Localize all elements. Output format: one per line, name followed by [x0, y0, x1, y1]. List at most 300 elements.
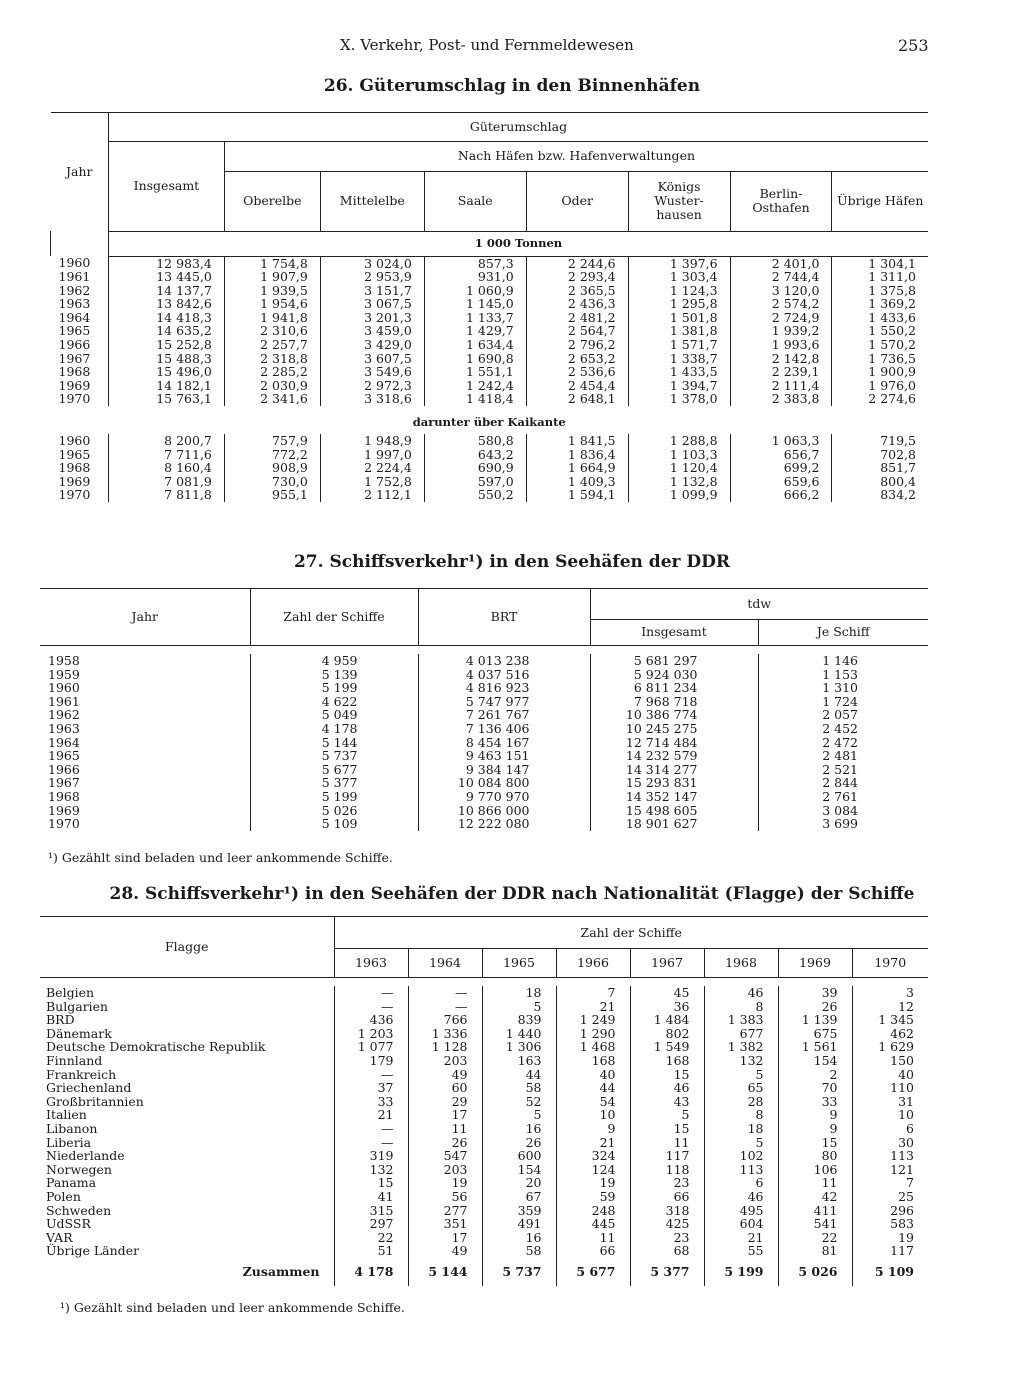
- row-value: 800,4: [832, 475, 928, 489]
- row-value: 1 345: [852, 1013, 928, 1027]
- row-value: 3 120,0: [730, 284, 832, 298]
- table-row: [51, 270, 929, 284]
- t28-head-year: 1968: [704, 949, 778, 978]
- row-value: 1 099,9: [628, 488, 730, 502]
- row-value: 2 744,4: [730, 270, 832, 284]
- row-value: 277: [408, 1204, 482, 1218]
- row-value: 40: [556, 1068, 630, 1082]
- row-value: 132: [334, 1163, 408, 1177]
- row-value: 19: [852, 1231, 928, 1245]
- row-value: 2 452: [758, 722, 928, 736]
- row-value: 5 109: [250, 817, 418, 831]
- row-value: 1 103,3: [628, 448, 730, 462]
- table-row: [40, 1231, 928, 1245]
- row-value: 297: [334, 1217, 408, 1231]
- row-value: 179: [334, 1054, 408, 1068]
- t26-unit: 1 000 Tonnen: [108, 231, 928, 256]
- t28-head-year: 1966: [556, 949, 630, 978]
- row-value: 702,8: [832, 448, 928, 462]
- row-value: 600: [482, 1149, 556, 1163]
- row-value: 15 252,8: [108, 338, 224, 352]
- row-value: 118: [630, 1163, 704, 1177]
- row-value: 802: [630, 1027, 704, 1041]
- row-value: 1 203: [334, 1027, 408, 1041]
- row-value: 18 901 627: [590, 817, 758, 831]
- row-value: 2 844: [758, 776, 928, 790]
- row-value: 23: [630, 1176, 704, 1190]
- row-value: 14 418,3: [108, 311, 224, 325]
- total-value: 5 677: [556, 1258, 630, 1286]
- row-year: 1959: [48, 666, 80, 682]
- row-value: 46: [704, 986, 778, 1000]
- row-value: 315: [334, 1204, 408, 1218]
- row-value: —: [334, 1136, 408, 1150]
- row-value: 425: [630, 1217, 704, 1231]
- table-row: [51, 448, 929, 462]
- row-value: 2 521: [758, 763, 928, 777]
- t26-head-jahr: Jahr: [51, 113, 109, 232]
- row-value: 102: [704, 1149, 778, 1163]
- row-value: 2 293,4: [526, 270, 628, 284]
- row-value: 29: [408, 1095, 482, 1109]
- row-value: 1 418,4: [424, 392, 526, 406]
- row-value: 1 124,3: [628, 284, 730, 298]
- row-value: 1 997,0: [320, 448, 424, 462]
- t26-head-col: Oberelbe: [224, 171, 320, 231]
- row-value: 168: [630, 1054, 704, 1068]
- row-value: 491: [482, 1217, 556, 1231]
- row-value: 1 120,4: [628, 461, 730, 475]
- t26-head-col: Oder: [526, 171, 628, 231]
- row-year: 1964: [58, 309, 91, 325]
- row-year: 1968: [58, 460, 91, 476]
- table-row: [51, 256, 929, 270]
- row-value: 16: [482, 1231, 556, 1245]
- row-value: 2 454,4: [526, 379, 628, 393]
- row-value: 60: [408, 1081, 482, 1095]
- row-value: 11: [778, 1176, 852, 1190]
- table-row: [51, 365, 929, 379]
- row-value: 1 060,9: [424, 284, 526, 298]
- row-value: 21: [334, 1108, 408, 1122]
- row-value: 1 634,4: [424, 338, 526, 352]
- row-value: 656,7: [730, 448, 832, 462]
- row-value: 659,6: [730, 475, 832, 489]
- row-value: 10 245 275: [590, 722, 758, 736]
- t28-footnote: ¹) Gezählt sind beladen und leer ankommende Schiffe.: [60, 1300, 405, 1315]
- row-value: —: [334, 986, 408, 1000]
- row-value: 12 714 484: [590, 736, 758, 750]
- row-value: 6: [852, 1122, 928, 1136]
- row-value: 2 383,8: [730, 392, 832, 406]
- row-value: 1 378,0: [628, 392, 730, 406]
- row-value: 42: [778, 1190, 852, 1204]
- row-value: 14 232 579: [590, 749, 758, 763]
- table-row: [40, 776, 928, 790]
- row-value: 462: [852, 1027, 928, 1041]
- row-value: 68: [630, 1244, 704, 1258]
- row-value: 106: [778, 1163, 852, 1177]
- row-value: 10 866 000: [418, 804, 590, 818]
- row-value: 70: [778, 1081, 852, 1095]
- row-value: 113: [704, 1163, 778, 1177]
- running-title: X. Verkehr, Post- und Fernmeldewesen: [340, 36, 634, 54]
- row-year: 1962: [58, 282, 91, 298]
- table-row: [40, 736, 928, 750]
- row-country: Norwegen: [46, 1161, 112, 1177]
- row-value: 8 200,7: [108, 434, 224, 448]
- row-value: 15 496,0: [108, 365, 224, 379]
- t26-head-col: Übrige Häfen: [832, 171, 928, 231]
- row-value: 4 816 923: [418, 681, 590, 695]
- table-row: [40, 1054, 928, 1068]
- table-row: [40, 708, 928, 722]
- row-value: 15: [778, 1136, 852, 1150]
- row-country: Frankreich: [46, 1066, 117, 1082]
- row-value: 766: [408, 1013, 482, 1027]
- row-value: 49: [408, 1244, 482, 1258]
- row-value: 7 711,6: [108, 448, 224, 462]
- table-row: [51, 311, 929, 325]
- row-value: 1 369,2: [832, 297, 928, 311]
- row-value: 203: [408, 1054, 482, 1068]
- row-value: 150: [852, 1054, 928, 1068]
- row-year: 1966: [58, 337, 91, 353]
- t26-head-col: Saale: [424, 171, 526, 231]
- row-value: 49: [408, 1068, 482, 1082]
- table-row: [51, 297, 929, 311]
- row-value: 3 607,5: [320, 352, 424, 366]
- row-year: 1960: [58, 433, 91, 449]
- row-value: 1 139: [778, 1013, 852, 1027]
- row-value: 3 318,6: [320, 392, 424, 406]
- row-year: 1966: [48, 761, 80, 777]
- row-value: 1 382: [704, 1040, 778, 1054]
- row-value: 1 939,5: [224, 284, 320, 298]
- row-value: 21: [556, 1136, 630, 1150]
- row-value: 10: [556, 1108, 630, 1122]
- table-row: [51, 461, 929, 475]
- row-value: 1 409,3: [526, 475, 628, 489]
- row-value: 2 953,9: [320, 270, 424, 284]
- row-value: 163: [482, 1054, 556, 1068]
- row-year: 1965: [48, 748, 80, 764]
- row-value: 1 394,7: [628, 379, 730, 393]
- row-value: 931,0: [424, 270, 526, 284]
- row-value: 583: [852, 1217, 928, 1231]
- table-row: [40, 1040, 928, 1054]
- table-row: [51, 488, 929, 502]
- row-value: 690,9: [424, 461, 526, 475]
- row-value: 851,7: [832, 461, 928, 475]
- t27-head-je-schiff: Je Schiff: [758, 619, 928, 645]
- row-value: 1 907,9: [224, 270, 320, 284]
- row-country: Dänemark: [46, 1025, 112, 1041]
- row-value: 81: [778, 1244, 852, 1258]
- row-value: 1 433,6: [832, 311, 928, 325]
- row-value: 248: [556, 1204, 630, 1218]
- t27-head-tdw: tdw: [590, 589, 928, 620]
- row-value: 10 386 774: [590, 708, 758, 722]
- row-value: 1 288,8: [628, 434, 730, 448]
- row-value: 26: [408, 1136, 482, 1150]
- row-year: 1965: [58, 446, 91, 462]
- row-value: 1 242,4: [424, 379, 526, 393]
- row-value: 1 311,0: [832, 270, 928, 284]
- row-value: 1 381,8: [628, 324, 730, 338]
- row-value: 1 145,0: [424, 297, 526, 311]
- row-value: 121: [852, 1163, 928, 1177]
- row-value: 8: [704, 1108, 778, 1122]
- t28-head-year: 1969: [778, 949, 852, 978]
- row-value: 26: [482, 1136, 556, 1150]
- row-value: 411: [778, 1204, 852, 1218]
- row-value: 58: [482, 1244, 556, 1258]
- row-value: 4 037 516: [418, 668, 590, 682]
- row-value: 54: [556, 1095, 630, 1109]
- row-value: 5 199: [250, 681, 418, 695]
- row-value: 51: [334, 1244, 408, 1258]
- row-value: 955,1: [224, 488, 320, 502]
- row-value: 2 057: [758, 708, 928, 722]
- row-value: 1 754,8: [224, 256, 320, 270]
- row-value: 6 811 234: [590, 681, 758, 695]
- row-value: 203: [408, 1163, 482, 1177]
- table-row: [40, 763, 928, 777]
- row-value: 59: [556, 1190, 630, 1204]
- row-value: 1 295,8: [628, 297, 730, 311]
- row-value: 12: [852, 1000, 928, 1014]
- row-value: 5 026: [250, 804, 418, 818]
- row-year: 1961: [58, 269, 91, 285]
- row-value: 1 550,2: [832, 324, 928, 338]
- row-value: 1 501,8: [628, 311, 730, 325]
- table-row: [51, 338, 929, 352]
- row-value: 41: [334, 1190, 408, 1204]
- page-number: 253: [898, 36, 929, 55]
- table-row: [40, 1122, 928, 1136]
- row-country: Griechenland: [46, 1080, 132, 1096]
- row-value: 2 574,2: [730, 297, 832, 311]
- table-row: [40, 695, 928, 709]
- row-value: 3 084: [758, 804, 928, 818]
- row-value: 1 310: [758, 681, 928, 695]
- row-value: 839: [482, 1013, 556, 1027]
- row-value: 7: [852, 1176, 928, 1190]
- row-value: 9 770 970: [418, 790, 590, 804]
- t27-head-zahl: Zahl der Schiffe: [250, 589, 418, 646]
- row-value: 3 459,0: [320, 324, 424, 338]
- row-country: Übrige Länder: [46, 1243, 140, 1259]
- t28-head-flagge: Flagge: [40, 917, 334, 978]
- row-year: 1968: [58, 364, 91, 380]
- row-value: 18: [482, 986, 556, 1000]
- row-value: 1 976,0: [832, 379, 928, 393]
- table-row: [40, 1095, 928, 1109]
- row-value: 1 836,4: [526, 448, 628, 462]
- row-value: 2 564,7: [526, 324, 628, 338]
- row-value: 15 498 605: [590, 804, 758, 818]
- row-value: 666,2: [730, 488, 832, 502]
- row-value: 719,5: [832, 434, 928, 448]
- total-value: 4 178: [334, 1258, 408, 1286]
- row-value: 67: [482, 1190, 556, 1204]
- table-row: [51, 324, 929, 338]
- row-value: 296: [852, 1204, 928, 1218]
- row-value: 14 182,1: [108, 379, 224, 393]
- row-value: 2 796,2: [526, 338, 628, 352]
- row-value: 2 224,4: [320, 461, 424, 475]
- table-row: [40, 1108, 928, 1122]
- row-year: 1968: [48, 788, 80, 804]
- row-value: 1 249: [556, 1013, 630, 1027]
- row-value: 23: [630, 1231, 704, 1245]
- row-value: 541: [778, 1217, 852, 1231]
- row-year: 1964: [48, 734, 80, 750]
- row-value: 1 063,3: [730, 434, 832, 448]
- total-value: 5 026: [778, 1258, 852, 1286]
- row-value: 1 939,2: [730, 324, 832, 338]
- total-value: 5 737: [482, 1258, 556, 1286]
- row-value: 1 484: [630, 1013, 704, 1027]
- row-value: 757,9: [224, 434, 320, 448]
- t27-head-insgesamt: Insgesamt: [590, 619, 758, 645]
- row-value: 1 752,8: [320, 475, 424, 489]
- row-value: 1 338,7: [628, 352, 730, 366]
- row-value: 2 111,4: [730, 379, 832, 393]
- t28-head-zahl: Zahl der Schiffe: [334, 917, 928, 949]
- row-value: 3: [852, 986, 928, 1000]
- table-row: [51, 284, 929, 298]
- row-value: 1 736,5: [832, 352, 928, 366]
- table-row: [40, 1217, 928, 1231]
- row-value: 3 699: [758, 817, 928, 831]
- row-value: 1 561: [778, 1040, 852, 1054]
- row-value: 30: [852, 1136, 928, 1150]
- row-value: 9: [778, 1122, 852, 1136]
- t26-head-col: Berlin- Osthafen: [730, 171, 832, 231]
- row-value: 14 314 277: [590, 763, 758, 777]
- row-value: 1 948,9: [320, 434, 424, 448]
- row-value: 6: [704, 1176, 778, 1190]
- row-country: UdSSR: [46, 1216, 91, 1232]
- row-value: 55: [704, 1244, 778, 1258]
- row-value: 7 261 767: [418, 708, 590, 722]
- row-value: 117: [630, 1149, 704, 1163]
- table-row: [51, 475, 929, 489]
- row-value: —: [408, 1000, 482, 1014]
- row-value: 1 304,1: [832, 256, 928, 270]
- row-year: 1960: [48, 680, 80, 696]
- row-value: 1 468: [556, 1040, 630, 1054]
- row-value: 8 160,4: [108, 461, 224, 475]
- row-value: 44: [482, 1068, 556, 1082]
- row-value: 14 137,7: [108, 284, 224, 298]
- row-value: 1 306: [482, 1040, 556, 1054]
- t26-head-insgesamt: Insgesamt: [108, 142, 224, 232]
- row-value: 10: [852, 1108, 928, 1122]
- table-row: [40, 1176, 928, 1190]
- row-value: 2 142,8: [730, 352, 832, 366]
- row-country: Liberia: [46, 1134, 92, 1150]
- row-value: 7 136 406: [418, 722, 590, 736]
- row-value: 37: [334, 1081, 408, 1095]
- row-value: 21: [704, 1231, 778, 1245]
- table-row: [40, 1204, 928, 1218]
- row-value: 15 293 831: [590, 776, 758, 790]
- row-year: 1969: [58, 473, 91, 489]
- row-value: 1 954,6: [224, 297, 320, 311]
- row-value: 58: [482, 1081, 556, 1095]
- row-value: 5 139: [250, 668, 418, 682]
- row-value: 5 737: [250, 749, 418, 763]
- row-value: 19: [556, 1176, 630, 1190]
- row-value: 1 375,8: [832, 284, 928, 298]
- row-value: 2: [778, 1068, 852, 1082]
- row-value: 857,3: [424, 256, 526, 270]
- row-value: 44: [556, 1081, 630, 1095]
- table-row: [40, 681, 928, 695]
- total-value: 5 377: [630, 1258, 704, 1286]
- row-value: 2 972,3: [320, 379, 424, 393]
- row-value: 15: [334, 1176, 408, 1190]
- table-row: [40, 1081, 928, 1095]
- row-value: 3 024,0: [320, 256, 424, 270]
- row-value: 2 436,3: [526, 297, 628, 311]
- row-country: BRD: [46, 1012, 75, 1028]
- row-value: 13 445,0: [108, 270, 224, 284]
- row-value: 5: [482, 1108, 556, 1122]
- row-value: 1 153: [758, 668, 928, 682]
- row-value: 1 993,6: [730, 338, 832, 352]
- row-value: 1 841,5: [526, 434, 628, 448]
- row-value: 2 285,2: [224, 365, 320, 379]
- row-value: 547: [408, 1149, 482, 1163]
- row-value: 834,2: [832, 488, 928, 502]
- row-value: 1 397,6: [628, 256, 730, 270]
- table-row: [40, 749, 928, 763]
- row-value: 1 132,8: [628, 475, 730, 489]
- t26-head-col: Königs Wuster- hausen: [628, 171, 730, 231]
- row-year: 1967: [48, 775, 80, 791]
- row-value: 908,9: [224, 461, 320, 475]
- row-value: 3 429,0: [320, 338, 424, 352]
- row-value: 643,2: [424, 448, 526, 462]
- row-value: 3 549,6: [320, 365, 424, 379]
- row-value: 8 454 167: [418, 736, 590, 750]
- row-value: 1 570,2: [832, 338, 928, 352]
- row-value: 15: [630, 1122, 704, 1136]
- table-row: [40, 1136, 928, 1150]
- row-value: 319: [334, 1149, 408, 1163]
- row-value: 13 842,6: [108, 297, 224, 311]
- row-value: 2 472: [758, 736, 928, 750]
- row-value: 43: [630, 1095, 704, 1109]
- t28-head-year: 1970: [852, 949, 928, 978]
- row-value: 132: [704, 1054, 778, 1068]
- table-row: [40, 1149, 928, 1163]
- row-year: 1969: [48, 802, 80, 818]
- table-row: [40, 1027, 928, 1041]
- row-value: 5 681 297: [590, 654, 758, 668]
- row-value: 5 049: [250, 708, 418, 722]
- row-value: 2 310,6: [224, 324, 320, 338]
- row-year: 1970: [58, 391, 91, 407]
- row-country: Polen: [46, 1188, 81, 1204]
- table28-title: 28. Schiffsverkehr¹) in den Seehäfen der DDR nach Nationalität (Flagge) der Schiffe: [109, 884, 915, 904]
- row-value: 40: [852, 1068, 928, 1082]
- table28: [40, 916, 928, 1286]
